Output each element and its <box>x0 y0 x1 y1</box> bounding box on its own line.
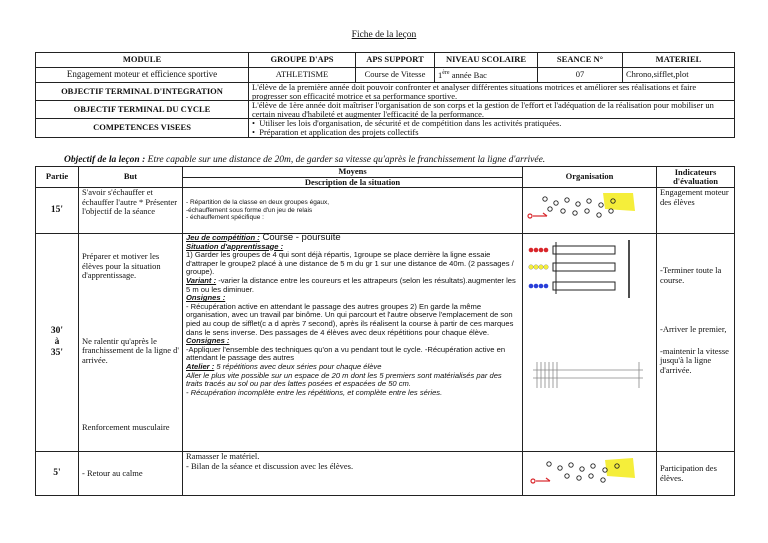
indic-retour-calme: Participation des élèves. <box>657 452 735 496</box>
partie-retour-calme: 5' <box>36 452 79 496</box>
competences-list: • Utiliser les lois d'organisation, de sécurité et de compétition dans les activités pratiquées. • Préparation et application des projets collectifs <box>249 119 735 138</box>
header-materiel: MATERIEL <box>623 53 735 68</box>
otc-label: OBJECTIF TERMINAL DU CYCLE <box>36 101 249 119</box>
materiel-value: Chrono,sifflet,plot <box>623 68 735 83</box>
col-partie: Partie <box>36 167 79 188</box>
otc-text: L'élève de 1ère année doit maîtriser l'organisation de son corps et la gestion de l'effort et l'adéquation de la réalisation pour mobiliser un certain niveau d'habileté et augmenter l'efficacité de la performance. <box>249 101 735 119</box>
partie-echauffement: 15' <box>36 188 79 234</box>
lesson-table <box>35 166 735 496</box>
aps-value: Course de Vitesse <box>356 68 435 83</box>
but-apprentissage: Préparer et motiver les élèves pour la situation d'apprentissage. Ne ralentir qu'après le franchissement de la ligne d' arrivée. Renforcement musculaire <box>79 234 183 452</box>
niveau-value: 1ère année Bac <box>435 68 538 83</box>
track-lattes-diagram-icon <box>523 354 650 444</box>
desc-echauffement: - Répartition de la classe en deux groupes égaux, -échauffement sous forme d'un jeu de relais - échauffement spécifique : <box>183 188 523 234</box>
indic-apprentissage: -Terminer toute la course. -Arriver le premier, -maintenir la vitesse jusqu'à la ligne d'arrivée. <box>657 234 735 452</box>
indic-echauffement: Engagement moteur des élèves <box>657 188 735 234</box>
page-title: Fiche de la leçon <box>351 30 417 40</box>
col-indicateurs: Indicateurs d'évaluation <box>657 167 735 188</box>
header-aps: APS SUPPORT <box>356 53 435 68</box>
competences-label: COMPETENCES VISEES <box>36 119 249 138</box>
players-diagram-icon <box>523 191 650 231</box>
col-description: Description de la situation <box>183 177 523 188</box>
oti-label: OBJECTIF TERMINAL D'INTEGRATION <box>36 83 249 101</box>
objectif-lecon: Objectif de la leçon : Etre capable sur une distance de 20m, de garder sa vitesse qu'après le franchissement la ligne d'arrivée. <box>64 155 546 165</box>
org-apprentissage <box>523 234 657 452</box>
module-value: Engagement moteur et efficience sportive <box>36 68 249 83</box>
header-module: MODULE <box>36 53 249 68</box>
competence-item: Préparation et application des projets collectifs <box>259 127 419 137</box>
groupe-value: ATHLETISME <box>249 68 356 83</box>
but-retour-calme: - Retour au calme <box>79 452 183 496</box>
col-but: But <box>79 167 183 188</box>
col-organisation: Organisation <box>523 167 657 188</box>
header-table <box>35 52 735 138</box>
header-groupe: GROUPE D'APS <box>249 53 356 68</box>
desc-apprentissage: Jeu de compétition : Course - poursuite Situation d'apprentissage : 1) Garder les groupes de 4 qui sont déjà répartis, 1groupe se place derrière la ligne essaie d'attraper le groupe2 placé à une distance de 5 m du gr 1 sur une distance de 40m. (2 passages / groupe). Variant : -varier la distance entre les coureurs et les attrapeurs (selon les résultats).augmenter les 5 m ou les diminuer. Onsignes : - Récupération active en attendant le passage des autres groupes 2) En garde la même organisation, avec un travail par binôme. Un qui parcourt et l'autre observe l'emplacement de son pied au coup de sifflet(c a d après 7 second), après ils réalisent la course à partir de ces marques dans le sens inverse. Des passages de 4 élèves avec deux répétitions pour chaque élève. Consignes : -Appliquer l'ensemble des techniques qu'on a vu pendant tout le cycle. -Récupération active en attendant le passage des autres Atelier : 5 répétitions avec deux séries pour chaque élève Aller le plus vite possible sur un espace de 20 m dont les 5 premiers sont matérialisés par des traits tracés au sol ou par des lattes posées et espacées de 50 cm. - Récupération incomplète entre les répétitions, et complète entre les séries. <box>183 234 523 452</box>
header-seance: SEANCE N° <box>538 53 623 68</box>
seance-value: 07 <box>538 68 623 83</box>
players-diagram-icon <box>523 456 650 492</box>
header-niveau: NIVEAU SCOLAIRE <box>435 53 538 68</box>
but-echauffement: S'avoir s'échauffer et échauffer l'autre * Présenter l'objectif de la séance <box>79 188 183 234</box>
partie-apprentissage: 30' à 35' <box>36 234 79 452</box>
org-retour-calme <box>523 452 657 496</box>
runners-lines-diagram-icon <box>523 234 650 354</box>
competence-item: Utiliser les lois d'organisation, de sécurité et de compétition dans les activités pratiquées. <box>259 118 562 128</box>
col-moyens: Moyens <box>183 167 523 178</box>
org-echauffement <box>523 188 657 234</box>
oti-text: L'élève de la première année doit pouvoir confronter et analyser différentes situations motrices et améliorer ses réalisations et faire progresser son efficacité motrice et sa performance sportive. <box>249 83 735 101</box>
desc-retour-calme: Ramasser le matériel. - Bilan de la séance et discussion avec les élèves. <box>183 452 523 496</box>
